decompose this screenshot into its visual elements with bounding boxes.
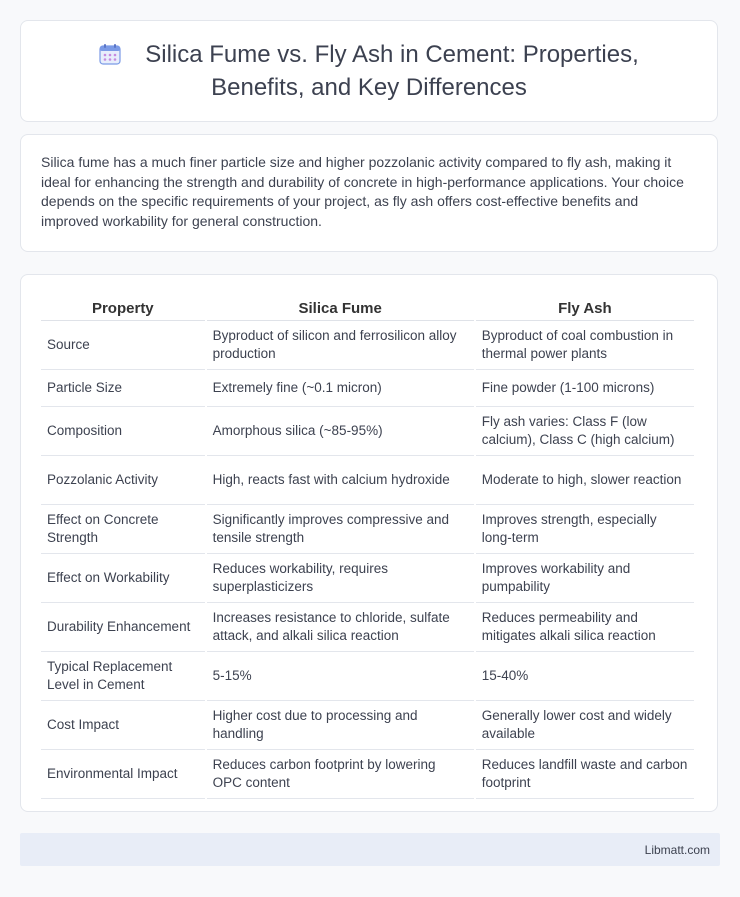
table-header-row bbox=[41, 297, 694, 321]
cell-fly-ash: Byproduct of coal combustion in thermal power plants bbox=[476, 321, 694, 370]
page-title-text: Silica Fume vs. Fly Ash in Cement: Properties, Benefits, and Key Differences bbox=[145, 40, 639, 101]
header-silica-fume: Silica Fume bbox=[207, 297, 474, 321]
cell-fly-ash: Reduces landfill waste and carbon footprint bbox=[476, 750, 694, 799]
cell-silica-fume: High, reacts fast with calcium hydroxide bbox=[207, 456, 474, 505]
comparison-table bbox=[39, 297, 696, 799]
cell-silica-fume: Reduces carbon footprint by lowering OPC content bbox=[207, 750, 474, 799]
table-row bbox=[41, 321, 694, 370]
cell-property: Environmental Impact bbox=[41, 750, 205, 799]
cell-fly-ash: Reduces permeability and mitigates alkali silica reaction bbox=[476, 603, 694, 652]
title-wrap bbox=[21, 40, 717, 103]
cell-property: Source bbox=[41, 321, 205, 370]
page-title bbox=[99, 41, 639, 101]
cell-silica-fume: Significantly improves compressive and tensile strength bbox=[207, 505, 474, 554]
table-row bbox=[41, 603, 694, 652]
table-row bbox=[41, 701, 694, 750]
table-row bbox=[41, 554, 694, 603]
cell-fly-ash: Fine powder (1-100 microns) bbox=[476, 370, 694, 407]
cell-silica-fume: Extremely fine (~0.1 micron) bbox=[207, 370, 474, 407]
cell-property: Typical Replacement Level in Cement bbox=[41, 652, 205, 701]
cell-silica-fume: Reduces workability, requires superplasticizers bbox=[207, 554, 474, 603]
cell-silica-fume: 5-15% bbox=[207, 652, 474, 701]
cell-silica-fume: Amorphous silica (~85-95%) bbox=[207, 407, 474, 456]
cell-fly-ash: Fly ash varies: Class F (low calcium), Class C (high calcium) bbox=[476, 407, 694, 456]
cell-property: Effect on Workability bbox=[41, 554, 205, 603]
table-row bbox=[41, 750, 694, 799]
cell-property: Durability Enhancement bbox=[41, 603, 205, 652]
calendar-icon bbox=[99, 43, 121, 73]
cell-property: Composition bbox=[41, 407, 205, 456]
summary-card bbox=[20, 134, 718, 252]
cell-property: Pozzolanic Activity bbox=[41, 456, 205, 505]
cell-fly-ash: Improves strength, especially long-term bbox=[476, 505, 694, 554]
comparison-table-card bbox=[20, 274, 718, 812]
cell-silica-fume: Increases resistance to chloride, sulfate attack, and alkali silica reaction bbox=[207, 603, 474, 652]
summary-text: Silica fume has a much finer particle size and higher pozzolanic activity compared to fly ash, making it ideal for enhancing the strength and durability of concrete in high-performance applications. Your choice depends on the specific requirements of your project, as fly ash offers cost-effective benefits and improved workability for general construction. bbox=[41, 154, 684, 229]
cell-fly-ash: Improves workability and pumpability bbox=[476, 554, 694, 603]
cell-fly-ash: Generally lower cost and widely available bbox=[476, 701, 694, 750]
cell-property: Cost Impact bbox=[41, 701, 205, 750]
header-property: Property bbox=[41, 297, 205, 321]
table-row bbox=[41, 652, 694, 701]
table-row bbox=[41, 505, 694, 554]
cell-silica-fume: Higher cost due to processing and handling bbox=[207, 701, 474, 750]
cell-property: Particle Size bbox=[41, 370, 205, 407]
footer-site-name: Libmatt.com bbox=[644, 842, 710, 857]
cell-silica-fume: Byproduct of silicon and ferrosilicon alloy production bbox=[207, 321, 474, 370]
table-row bbox=[41, 370, 694, 407]
cell-fly-ash: 15-40% bbox=[476, 652, 694, 701]
table-row bbox=[41, 456, 694, 505]
cell-fly-ash: Moderate to high, slower reaction bbox=[476, 456, 694, 505]
table-row bbox=[41, 407, 694, 456]
cell-property: Effect on Concrete Strength bbox=[41, 505, 205, 554]
header-fly-ash: Fly Ash bbox=[476, 297, 694, 321]
footer-bar bbox=[20, 833, 720, 866]
title-card bbox=[20, 20, 718, 122]
